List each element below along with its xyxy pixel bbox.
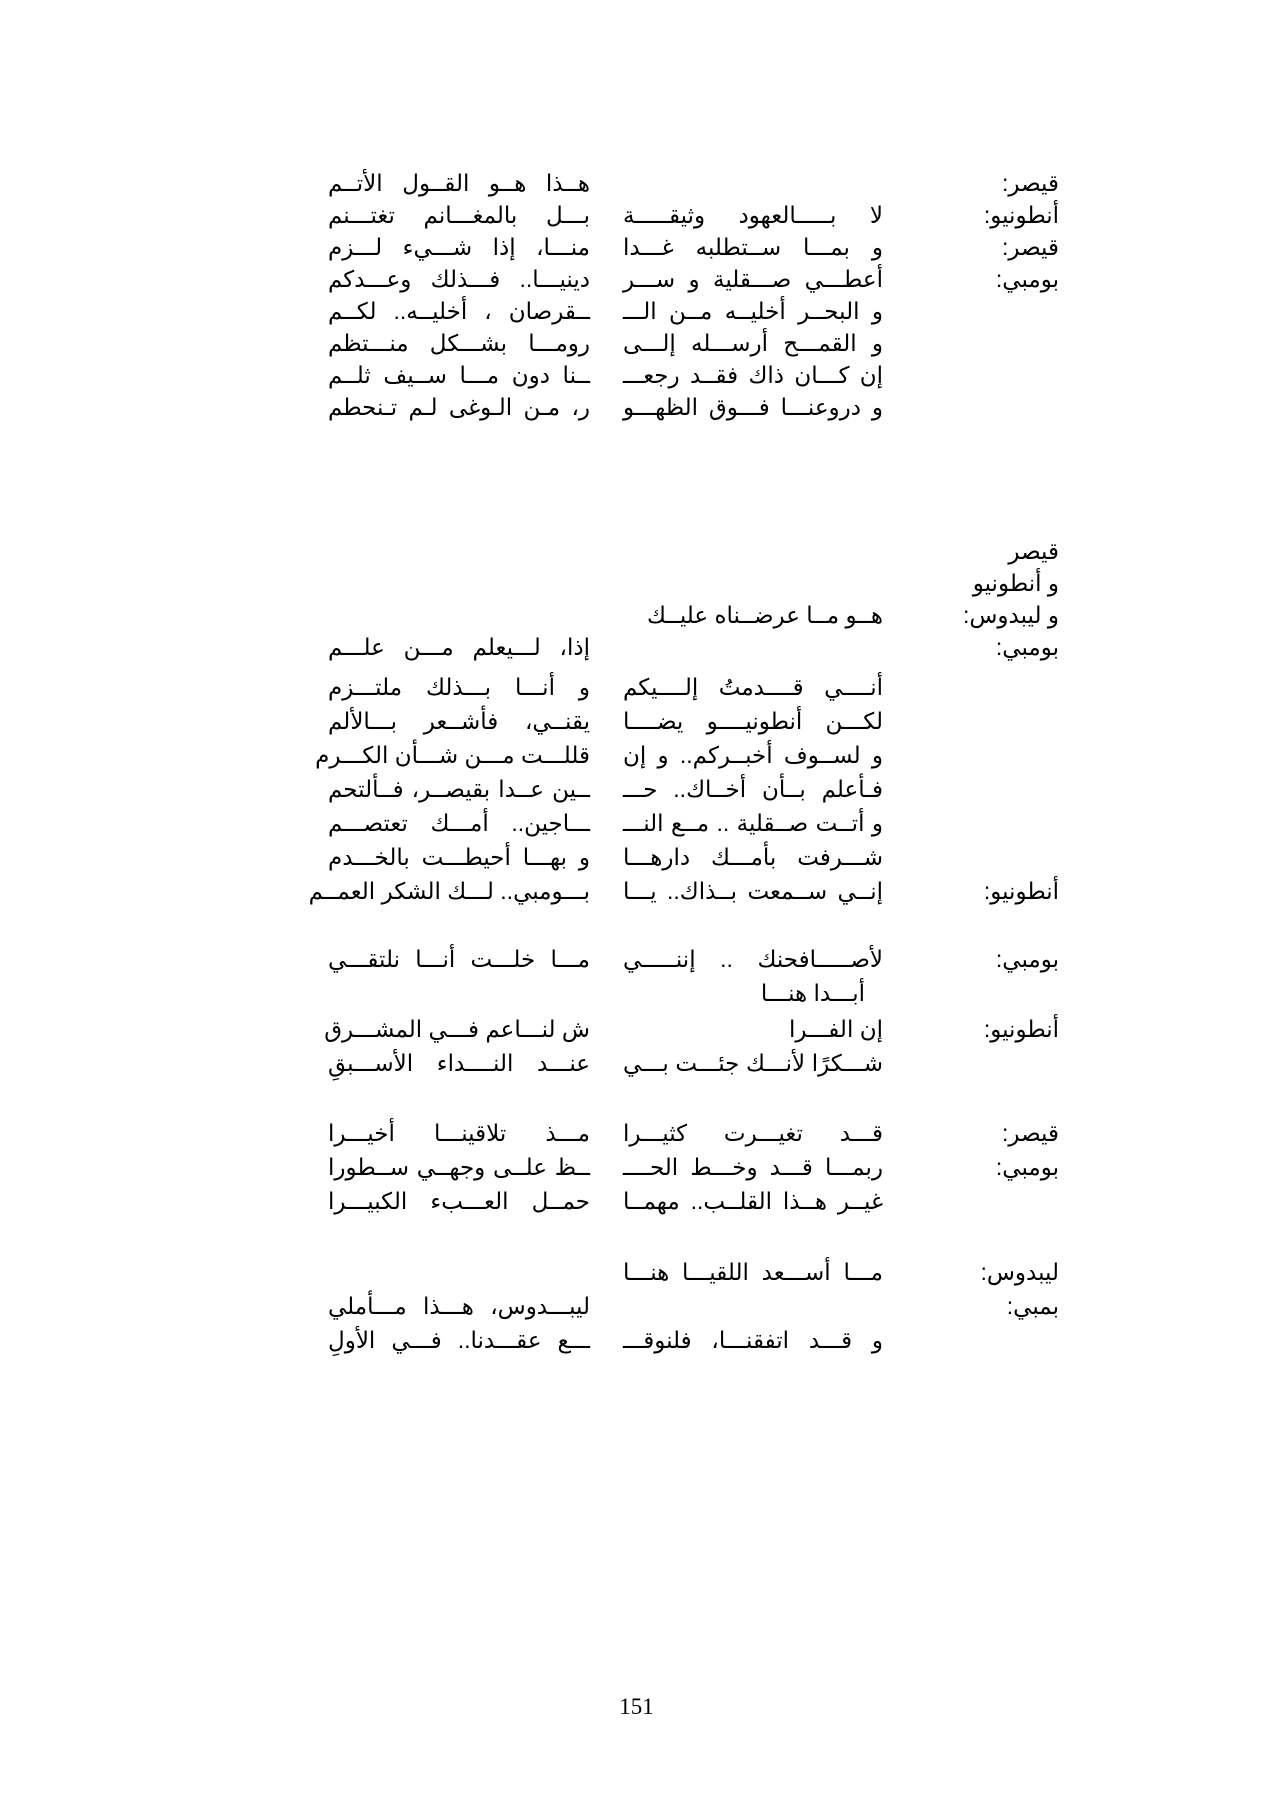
verse-hemistich-first: لأصـــــافحنك .. إننـــــي [623, 946, 883, 972]
verse-hemistich-second: ــنا دون مـــا ســيف ثلــم [328, 362, 590, 388]
verse-hemistich-first: شـــكرًا لأنـــك جئـــت بـــي [623, 1050, 883, 1076]
verse-hemistich-second: ش لنـــاعم فـــي المشـــرق [324, 1016, 590, 1042]
speaker-label: بومبي: [995, 946, 1059, 972]
verse-hemistich-first: و بمـــا ســتطلبه غـــدا [623, 234, 883, 260]
verse-hemistich-second: يقنــي، فأشــعر بـــالألم [328, 708, 590, 734]
verse-hemistich-second: و بهـــا أحيطـــت بالخـــدم [328, 844, 590, 870]
verse-line [0, 630, 1273, 664]
verse-line [0, 1012, 1273, 1046]
verse-hemistich-first: و البحــر أخليــه مــن الـــ [623, 298, 883, 324]
verse-line [0, 1255, 1273, 1289]
verse-line [0, 1046, 1273, 1080]
verse-hemistich-second: ــين عــدا بقيصــر، فــألتحم [328, 776, 590, 802]
verse-line [0, 738, 1273, 772]
verse-hemistich-first: فـأعلم بــأن أخــاك.. حـــ [623, 776, 883, 802]
verse-hemistich-second: و أنـــا بـــذلك ملتـــزم [328, 674, 590, 700]
verse-hemistich-first: أنــــي قــــدمتُ إلــــيكم [623, 674, 883, 700]
verse-line [0, 1150, 1273, 1184]
verse-hemistich-first: إن كـــان ذاك فقــد رجعـــ [623, 362, 883, 388]
verse-hemistich-first: مـــا أســـعد اللقيـــا هنـــا [623, 1259, 883, 1285]
speaker-label: بومبي: [995, 266, 1059, 292]
verse-line [0, 294, 1273, 328]
verse-line [0, 326, 1273, 360]
verse-line [0, 262, 1273, 296]
verse-hemistich-second: إذا، لـــيعلم مـــن علـــم [328, 634, 590, 660]
verse-hemistich-second: مـــذ تلاقينـــا أخيـــرا [328, 1120, 590, 1146]
verse-hemistich-second: ر، مـن الـوغى لـم تـنحطم [328, 394, 590, 420]
speaker-label: قيصر: [1002, 234, 1059, 260]
verse-hemistich-second: حمــل العـــبء الكبيـــرا [328, 1188, 590, 1214]
verse-hemistich-second: ـــع عقـــدنا.. فـــي الأولِ [328, 1327, 590, 1353]
verse-line [0, 1289, 1273, 1323]
verse-hemistich-first: قـــد تغيـــرت كثيـــرا [623, 1120, 883, 1146]
verse-hemistich-second: ــظ علــى وجهــي ســطورا [328, 1154, 590, 1180]
speaker-label: قيصر [1008, 538, 1059, 564]
speaker-label: و أنطونيو [972, 570, 1059, 596]
verse-line [0, 1116, 1273, 1150]
verse-hemistich-second: مـــا خلـــت أنـــا نلتقـــي [328, 946, 590, 972]
speaker-label: أنطونيو: [983, 1016, 1059, 1042]
verse-hemistich-first: لا بـــــالعهود وثيقـــــة [623, 202, 883, 228]
verse-line [0, 840, 1273, 874]
speaker-label: بومبي: [995, 634, 1059, 660]
speaker-label: قيصر: [1002, 170, 1059, 196]
verse-hemistich-first: إنــي ســمعت بــذاك.. يـــا [623, 878, 883, 904]
verse-hemistich-first: و لســوف أخبــركم.. و إن [623, 742, 883, 768]
verse-line [0, 1323, 1273, 1357]
verse-hemistich-first: ربمـــا قـــد وخـــط الحــــ [623, 1154, 883, 1180]
verse-hemistich-first: أبـــدا هنـــا [760, 980, 865, 1006]
page-number: 151 [619, 1694, 654, 1719]
verse-hemistich-second: عنـــد النــــداء الأســـبقِ [328, 1050, 590, 1076]
verse-hemistich-second: ليبـــدوس، هـــذا مـــأملي [328, 1293, 590, 1319]
speaker-label: أنطونيو: [983, 202, 1059, 228]
verse-line [0, 198, 1273, 232]
verse-line [0, 670, 1273, 704]
speaker-label: و ليبدوس: [962, 602, 1059, 628]
verse-hemistich-first: أعطـــي صـــقلية و ســـر [623, 266, 883, 292]
speaker-label: قيصر: [1002, 1120, 1059, 1146]
verse-hemistich-first: و قـــد اتفقنـــا، فلنوقـــ [623, 1327, 883, 1353]
verse-line [0, 772, 1273, 806]
speaker-label: أنطونيو: [983, 878, 1059, 904]
verse-line [0, 390, 1273, 424]
verse-hemistich-first: و أتــت صــقلية .. مــع النـــ [623, 810, 883, 836]
verse-line [0, 534, 1273, 568]
verse-line [0, 1184, 1273, 1218]
verse-hemistich-first: لكـــن أنطونيــــو يضــــا [623, 708, 883, 734]
verse-line [0, 566, 1273, 600]
verse-line [0, 166, 1273, 200]
verse-line [0, 704, 1273, 738]
verse-hemistich-second: بـــومبي.. لـــك الشكر العمــم [308, 878, 590, 904]
verse-hemistich-first: شـــرفت بأمـــك دارهـــا [623, 844, 883, 870]
verse-hemistich-second: بـــل بالمغـــانم تغتـــنم [328, 202, 590, 228]
verse-line [0, 874, 1273, 908]
speaker-label: ليبدوس: [980, 1259, 1059, 1285]
verse-hemistich-first: و دروعنـــا فـــوق الظهـــو [623, 394, 883, 420]
verse-line [0, 806, 1273, 840]
verse-hemistich-first: هــو مــا عرضــناه عليــك [646, 602, 883, 628]
verse-hemistich-second: قللـــت مـــن شـــأن الكـــرم [315, 742, 590, 768]
verse-hemistich-second: دينيـــا.. فـــذلك وعـــدكم [328, 266, 590, 292]
verse-line [0, 358, 1273, 392]
verse-hemistich-first: غيــر هــذا القلــب.. مهمــا [623, 1188, 883, 1214]
verse-hemistich-second: ــقرصان ، أخليــه.. لكــم [328, 298, 590, 324]
verse-hemistich-second: ـــاجين.. أمـــك تعتصـــم [328, 810, 590, 836]
verse-hemistich-second: هــذا هــو القــول الأتــم [328, 170, 590, 196]
verse-line [0, 230, 1273, 264]
verse-hemistich-second: منـــا، إذا شـــيء لـــزم [328, 234, 590, 260]
verse-line [0, 942, 1273, 976]
verse-hemistich-first: و القمـــح أرســـله إلـــى [623, 330, 883, 356]
verse-hemistich-first: إن الفـــرا [789, 1016, 883, 1042]
speaker-label: بمبي: [1006, 1293, 1059, 1319]
verse-hemistich-second: رومـــا بشـــكل منـــتظم [328, 330, 590, 356]
verse-line [0, 598, 1273, 632]
verse-line [0, 976, 1273, 1010]
speaker-label: بومبي: [995, 1154, 1059, 1180]
